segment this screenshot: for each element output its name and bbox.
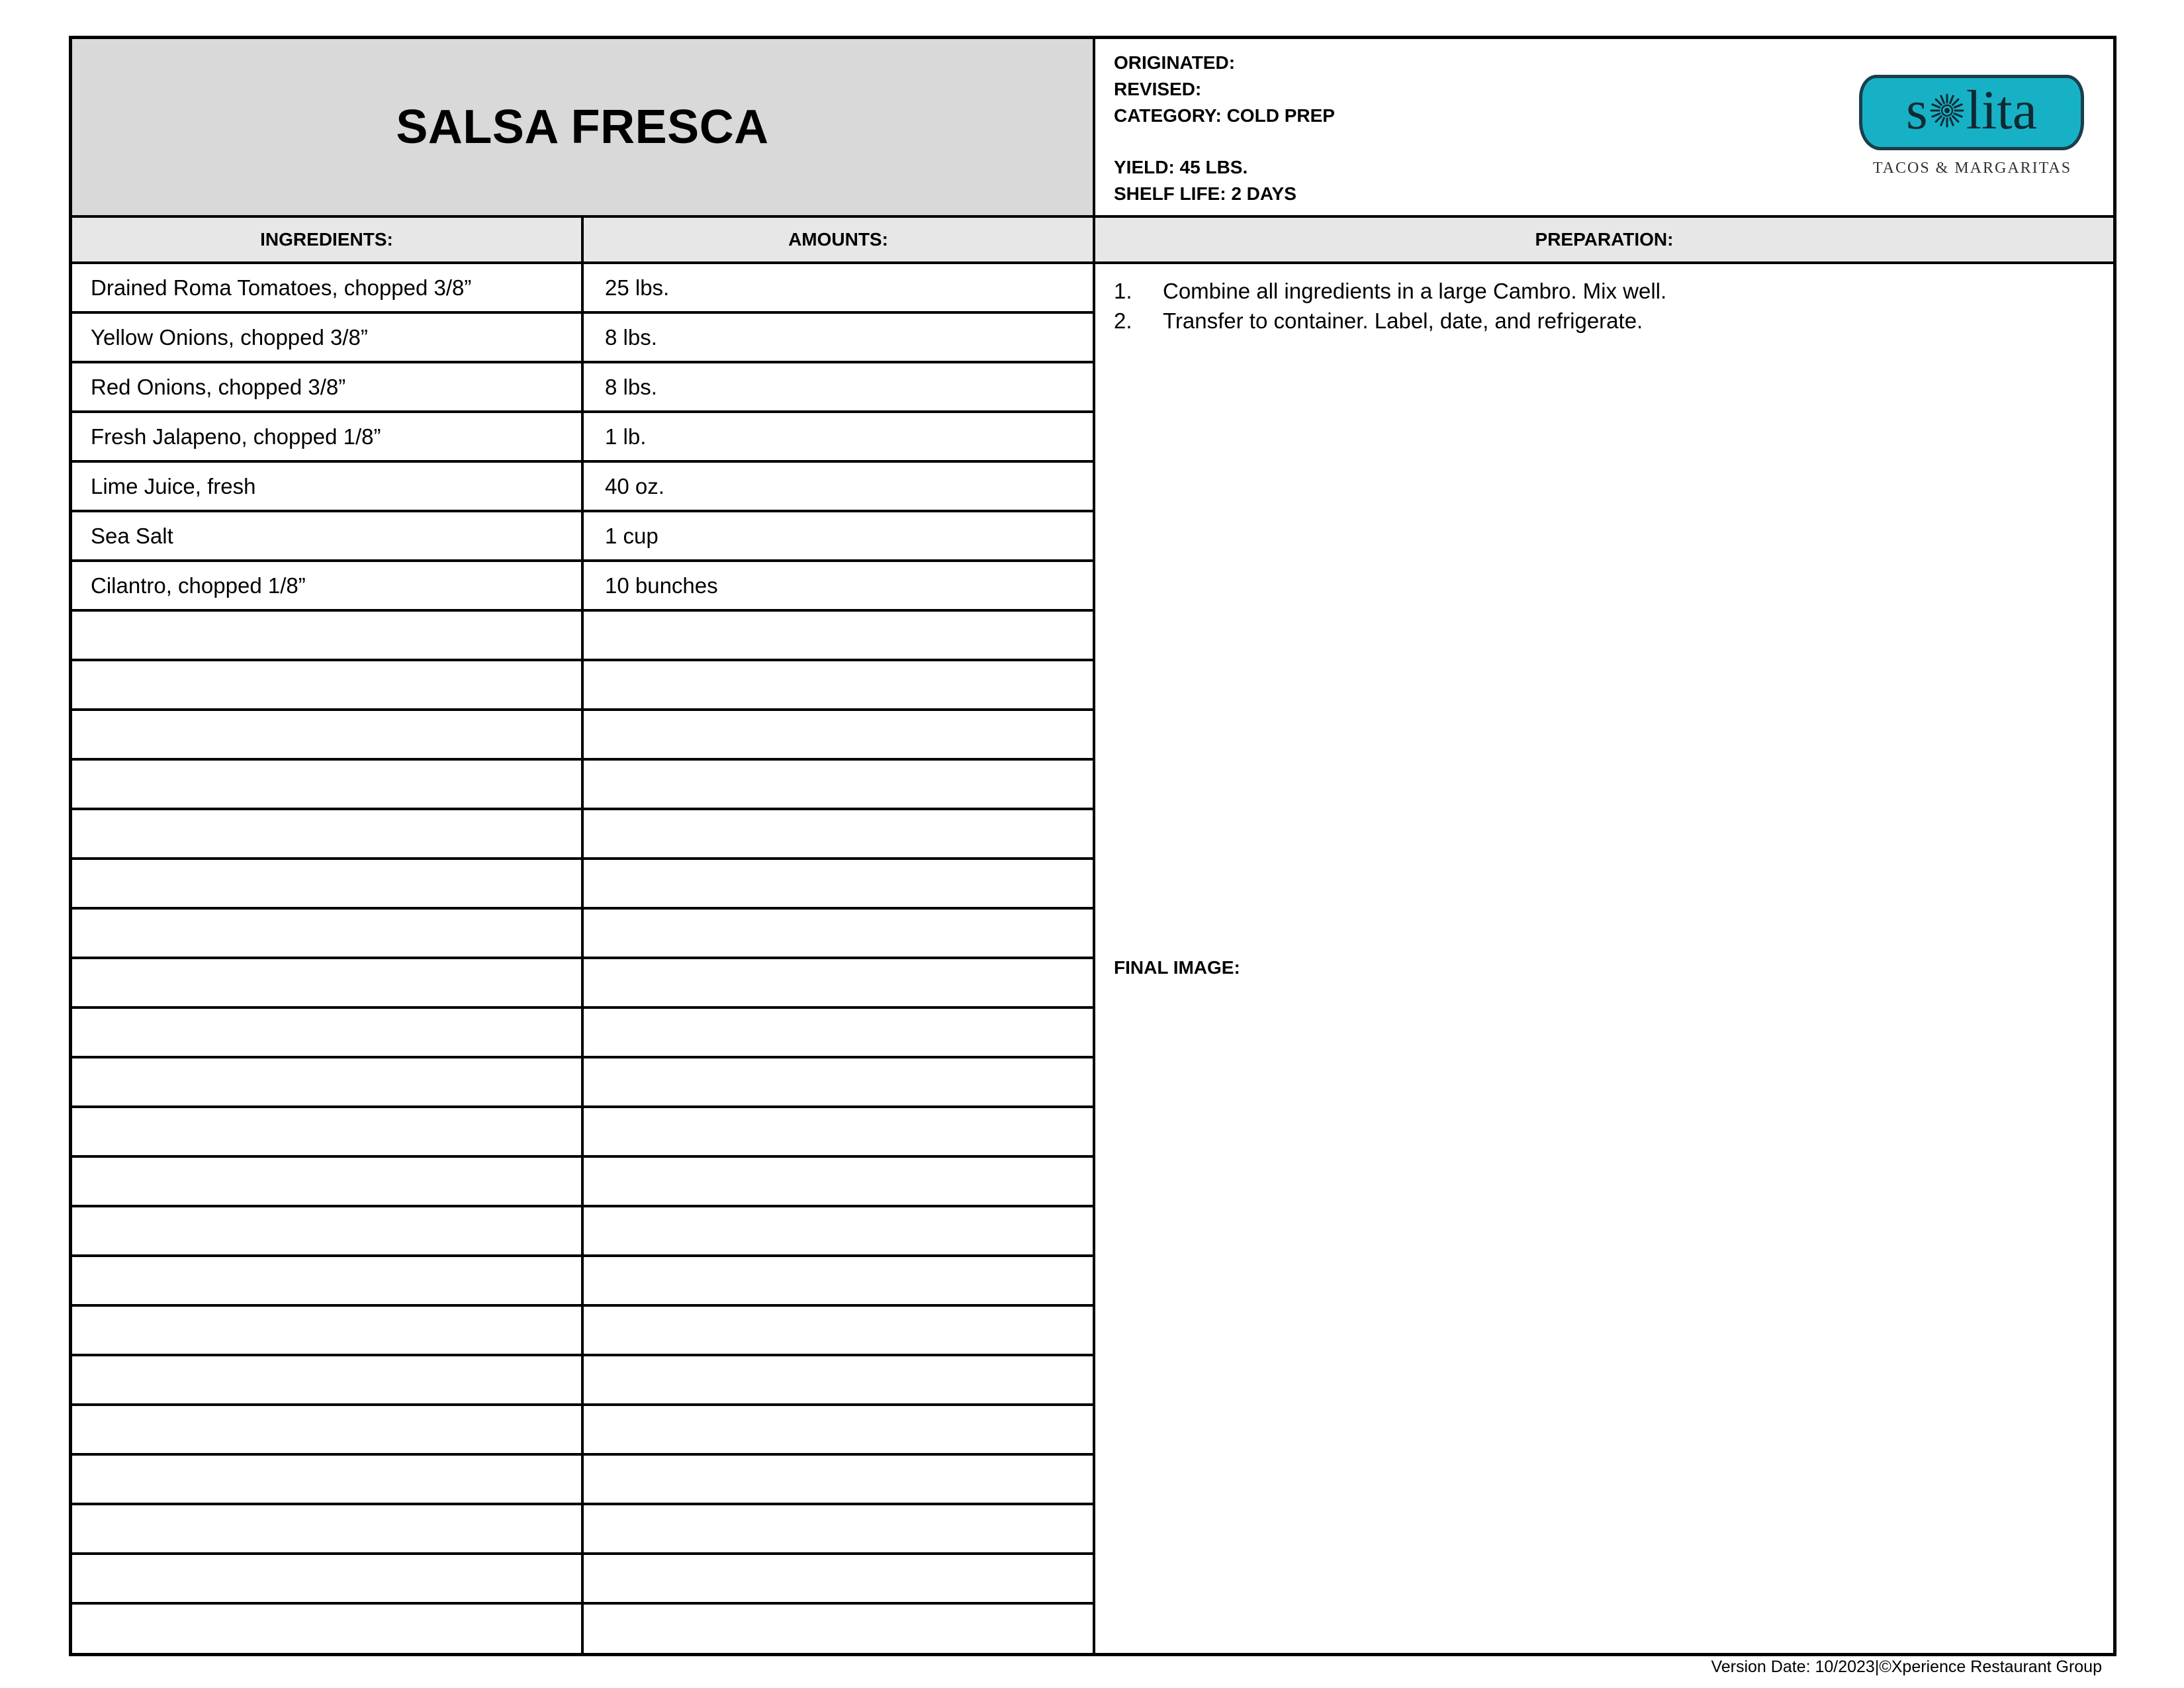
- ingredient-name-cell: Sea Salt: [72, 512, 584, 562]
- table-row: [72, 1307, 1095, 1356]
- table-row: [72, 1108, 1095, 1158]
- ingredient-amount-cell: [584, 1108, 1095, 1158]
- logo-badge: [1859, 75, 2084, 150]
- ingredient-amount-cell: [584, 1505, 1095, 1555]
- ingredient-amount-cell: [584, 860, 1095, 910]
- preparation-step: [1114, 276, 1666, 306]
- table-row: [72, 413, 1095, 463]
- ingredient-name-cell: [72, 1456, 584, 1505]
- preparation-steps: [1114, 276, 1666, 336]
- table-row: [72, 1505, 1095, 1555]
- table-row: [72, 463, 1095, 512]
- ingredient-amount-cell: [584, 761, 1095, 810]
- ingredient-amount-cell: [584, 1058, 1095, 1108]
- logo-tagline: TACOS & MARGARITAS: [1872, 160, 2072, 177]
- ingredient-name-cell: Lime Juice, fresh: [72, 463, 584, 512]
- table-row: [72, 1207, 1095, 1257]
- table-row: [72, 661, 1095, 711]
- ingredient-amount-cell: 1 cup: [584, 512, 1095, 562]
- table-row: [72, 1158, 1095, 1207]
- ingredient-name-cell: Fresh Jalapeno, chopped 1/8”: [72, 413, 584, 463]
- logo-word-end: lita: [1966, 79, 2037, 141]
- table-row: [72, 860, 1095, 910]
- ingredient-name-cell: Drained Roma Tomatoes, chopped 3/8”: [72, 264, 584, 314]
- ingredient-name-cell: [72, 860, 584, 910]
- ingredient-name-cell: [72, 1009, 584, 1058]
- ingredient-amount-cell: 1 lb.: [584, 413, 1095, 463]
- ingredient-name-cell: [72, 612, 584, 661]
- ingredient-amount-cell: [584, 1356, 1095, 1406]
- preparation-step: [1114, 306, 1666, 336]
- ingredient-amount-cell: [584, 1605, 1095, 1654]
- table-row: [72, 1406, 1095, 1456]
- ingredient-name-cell: [72, 1605, 584, 1654]
- recipe-meta: [1114, 50, 1335, 207]
- recipe-info-block: [1095, 39, 2113, 218]
- version-footer: Version Date: 10/2023|©Xperience Restaurant Group: [1711, 1658, 2102, 1676]
- ingredients-header: INGREDIENTS:: [72, 218, 584, 264]
- ingredients-table: [72, 264, 1095, 1654]
- ingredient-amount-cell: [584, 1158, 1095, 1207]
- ingredient-amount-cell: 8 lbs.: [584, 363, 1095, 413]
- logo-wordmark: [1906, 79, 2037, 141]
- step-text: Combine all ingredients in a large Cambro. Mix well.: [1163, 279, 1667, 303]
- ingredient-amount-cell: [584, 959, 1095, 1009]
- ingredient-name-cell: [72, 1505, 584, 1555]
- ingredient-amount-cell: [584, 1009, 1095, 1058]
- ingredient-name-cell: [72, 1257, 584, 1307]
- ingredient-name-cell: [72, 1406, 584, 1456]
- revised-label: REVISED:: [1114, 79, 1202, 99]
- recipe-card: [69, 36, 2116, 1656]
- table-row: [72, 363, 1095, 413]
- table-row: [72, 1456, 1095, 1505]
- ingredient-amount-cell: 25 lbs.: [584, 264, 1095, 314]
- table-row: [72, 711, 1095, 761]
- ingredient-name-cell: [72, 1058, 584, 1108]
- table-row: [72, 612, 1095, 661]
- ingredient-name-cell: [72, 810, 584, 860]
- ingredient-name-cell: [72, 959, 584, 1009]
- ingredient-amount-cell: [584, 1207, 1095, 1257]
- ingredient-name-cell: [72, 661, 584, 711]
- table-row: [72, 1356, 1095, 1406]
- ingredient-amount-cell: [584, 810, 1095, 860]
- table-row: [72, 761, 1095, 810]
- table-row: [72, 562, 1095, 612]
- ingredient-name-cell: [72, 1207, 584, 1257]
- preparation-section: [1095, 264, 2113, 1653]
- ingredient-name-cell: [72, 910, 584, 959]
- ingredient-amount-cell: 40 oz.: [584, 463, 1095, 512]
- ingredient-amount-cell: 8 lbs.: [584, 314, 1095, 363]
- ingredient-amount-cell: 10 bunches: [584, 562, 1095, 612]
- table-row: [72, 264, 1095, 314]
- sun-icon: [1929, 93, 1965, 128]
- ingredient-amount-cell: [584, 910, 1095, 959]
- table-row: [72, 1555, 1095, 1605]
- ingredient-name-cell: Yellow Onions, chopped 3/8”: [72, 314, 584, 363]
- table-row: [72, 1058, 1095, 1108]
- ingredient-amount-cell: [584, 1307, 1095, 1356]
- ingredient-name-cell: Red Onions, chopped 3/8”: [72, 363, 584, 413]
- logo-word-start: s: [1906, 79, 1928, 141]
- ingredient-amount-cell: [584, 661, 1095, 711]
- ingredient-name-cell: [72, 1158, 584, 1207]
- ingredient-amount-cell: [584, 711, 1095, 761]
- table-row: [72, 810, 1095, 860]
- table-row: [72, 512, 1095, 562]
- recipe-title: SALSA FRESCA: [396, 101, 769, 154]
- shelf-life-label: SHELF LIFE: 2 DAYS: [1114, 183, 1297, 204]
- step-text: Transfer to container. Label, date, and refrigerate.: [1163, 308, 1643, 333]
- ingredient-name-cell: [72, 761, 584, 810]
- table-row: [72, 1605, 1095, 1654]
- yield-label: YIELD: 45 LBS.: [1114, 157, 1248, 177]
- originated-label: ORIGINATED:: [1114, 52, 1236, 73]
- ingredient-amount-cell: [584, 1257, 1095, 1307]
- table-row: [72, 959, 1095, 1009]
- solita-logo: [1856, 75, 2088, 187]
- ingredient-amount-cell: [584, 1555, 1095, 1605]
- ingredient-name-cell: Cilantro, chopped 1/8”: [72, 562, 584, 612]
- ingredient-name-cell: [72, 1307, 584, 1356]
- ingredient-amount-cell: [584, 612, 1095, 661]
- ingredient-name-cell: [72, 1555, 584, 1605]
- table-row: [72, 1009, 1095, 1058]
- final-image-label: FINAL IMAGE:: [1114, 957, 1240, 978]
- table-row: [72, 910, 1095, 959]
- category-label: CATEGORY: COLD PREP: [1114, 105, 1335, 126]
- ingredient-name-cell: [72, 1356, 584, 1406]
- ingredient-amount-cell: [584, 1456, 1095, 1505]
- ingredient-name-cell: [72, 711, 584, 761]
- amounts-header: AMOUNTS:: [584, 218, 1095, 264]
- table-row: [72, 1257, 1095, 1307]
- ingredient-amount-cell: [584, 1406, 1095, 1456]
- title-block: [72, 39, 1095, 218]
- step-number: 1.: [1114, 279, 1132, 303]
- ingredient-name-cell: [72, 1108, 584, 1158]
- table-row: [72, 314, 1095, 363]
- step-number: 2.: [1114, 308, 1132, 333]
- preparation-header: PREPARATION:: [1095, 218, 2113, 264]
